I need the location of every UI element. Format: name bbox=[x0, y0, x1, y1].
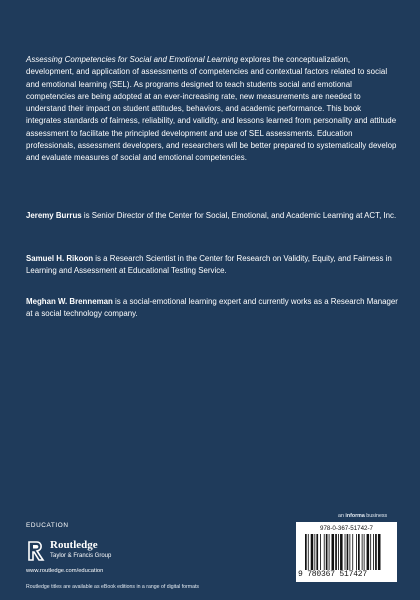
informa-business-tag bbox=[338, 513, 387, 519]
book-title: Assessing Competencies for Social and Emotional Learning bbox=[26, 55, 239, 64]
barcode-icon bbox=[305, 534, 393, 570]
informa-suffix: business bbox=[364, 513, 388, 519]
author-name: Samuel H. Rikoon bbox=[26, 254, 94, 263]
author-bio-text: is a Research Scientist in the Center for Research on Validity, Equity, and Fairness in Learning and Assessment at Educational Testing Service. bbox=[26, 254, 392, 276]
routledge-logo-icon bbox=[26, 540, 46, 562]
barcode-digits: 9 780367 517427 bbox=[298, 570, 368, 579]
author-bio bbox=[26, 253, 398, 278]
informa-brand: informa bbox=[345, 513, 365, 519]
author-bio-text: is a social-emotional learning expert and currently works as a Research Manager at a social technology company. bbox=[26, 297, 398, 319]
ebook-note: Routledge titles are available as eBook editions in a range of digital formats bbox=[26, 584, 200, 590]
author-bio bbox=[26, 210, 398, 222]
author-bio bbox=[26, 296, 398, 321]
author-name: Jeremy Burrus bbox=[26, 211, 82, 220]
isbn-barcode bbox=[296, 522, 397, 582]
isbn-label: 978-0-367-51742-7 bbox=[320, 525, 373, 532]
informa-prefix: an bbox=[338, 513, 346, 519]
publisher-url: www.routledge.com/education bbox=[26, 568, 104, 574]
publisher-group: Taylor & Francis Group bbox=[50, 553, 112, 559]
author-name: Meghan W. Brenneman bbox=[26, 297, 113, 306]
author-bio-text: is Senior Director of the Center for Social, Emotional, and Academic Learning at ACT, Inc. bbox=[81, 211, 397, 220]
subject-category: EDUCATION bbox=[26, 522, 69, 529]
description-text: explores the conceptualization, development, and application of assessments of competencies and contextual factors related to social and emotional learning (SEL). As programs designed to teach students social and emotional competencies are being adopted at an ever-increasing rate, new measurements are needed to understand their impact on student attitudes, behaviors, and academic performance. This book integrates standards of fairness, reliability, and validity, and lessons learned from personality and attitude assessment to facilitate the principled development and use of SEL assessments. Education professionals, assessment developers, and researchers will be better prepared to systematically develop and evaluate measures of social and emotional competencies. bbox=[26, 55, 397, 163]
publisher-logo bbox=[26, 538, 186, 568]
book-description bbox=[26, 54, 398, 165]
publisher-name: Routledge bbox=[50, 539, 98, 551]
